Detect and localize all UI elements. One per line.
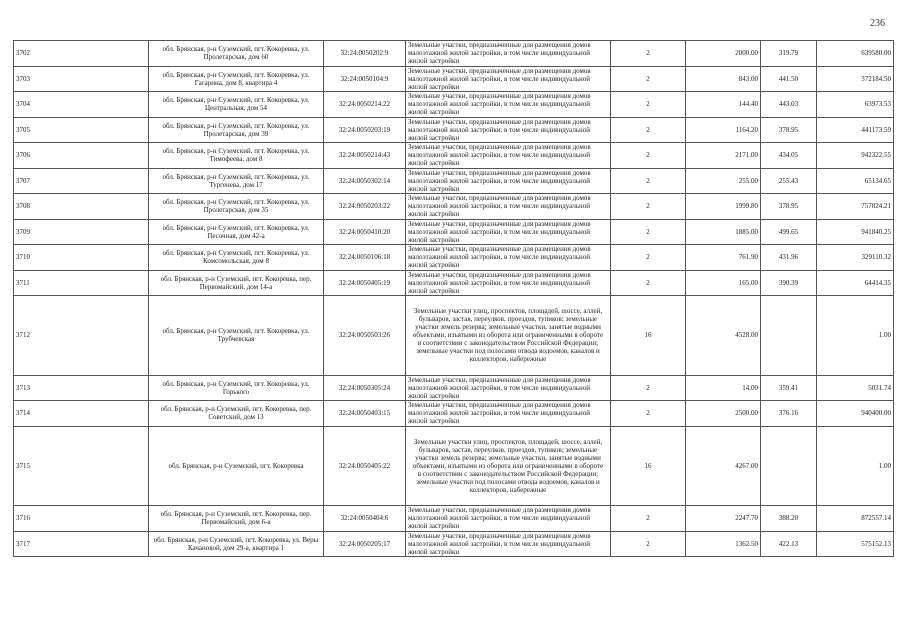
row-number: 3711 [14, 270, 149, 296]
cadastral-value-cell: 5031.74 [817, 375, 894, 401]
specific-value-cell: 443.03 [761, 92, 817, 118]
land-use-cell: Земельные участки, предназначенные для размещения домов малоэтажной жилой застройки, в том числе индивидуальной жилой застройки [406, 531, 611, 557]
address-cell: обл. Брянская, р-н Суземский, пгт. Кокоревка, ул. Пролетарская, дом 60 [149, 41, 324, 67]
table-row [14, 219, 894, 245]
use-code-cell: 2 [611, 245, 686, 271]
address-cell: обл. Брянская, р-н Суземский, пгт. Кокоревка [149, 426, 324, 506]
area-cell: 843.00 [686, 66, 761, 92]
specific-value-cell: 388.20 [761, 506, 817, 532]
use-code-cell: 16 [611, 296, 686, 376]
cadastral-value-cell: 575152.13 [817, 531, 894, 557]
address-cell: обл. Брянская, р-н Суземский, пгт. Кокоревка, ул. Центральная, дом 54 [149, 92, 324, 118]
row-number: 3702 [14, 41, 149, 67]
row-number: 3705 [14, 117, 149, 143]
table-row [14, 92, 894, 118]
land-registry-table [13, 40, 894, 557]
table-row [14, 66, 894, 92]
address-cell: обл. Брянская, р-н Суземский, пгт. Кокоревка, пер. Советский, дом 13 [149, 401, 324, 427]
land-use-cell: Земельные участки улиц, проспектов, площадей, шоссе, аллей, бульваров, застав, переулков, проездов, тупиков; земельные участки земель резерва; земельные участки, занятые водными объектами, изъятыми из оборота или ограниченными в обороте в соответствии с законодательством Российской Федерации; земельные участки под полосами отвода водоемов, каналов и коллекторов, набережные [406, 296, 611, 376]
use-code-cell: 2 [611, 66, 686, 92]
table-row [14, 168, 894, 194]
use-code-cell: 2 [611, 270, 686, 296]
land-use-cell: Земельные участки, предназначенные для размещения домов малоэтажной жилой застройки, в том числе индивидуальной жилой застройки [406, 41, 611, 67]
address-cell: обл. Брянская, р-н Суземский, пгт. Кокоревка, ул. Горького [149, 375, 324, 401]
specific-value-cell: 378.95 [761, 117, 817, 143]
page-number: 236 [870, 18, 885, 29]
cadastral-value-cell: 757824.21 [817, 194, 894, 220]
land-use-cell: Земельные участки, предназначенные для размещения домов малоэтажной жилой застройки, в том числе индивидуальной жилой застройки [406, 506, 611, 532]
row-number: 3706 [14, 143, 149, 169]
land-use-cell: Земельные участки, предназначенные для размещения домов малоэтажной жилой застройки, в том числе индивидуальной жилой застройки [406, 270, 611, 296]
address-cell: обл. Брянская, р-н Суземский, пгт. Кокоревка, ул. Трубчевская [149, 296, 324, 376]
use-code-cell: 2 [611, 219, 686, 245]
area-cell: 4267.00 [686, 426, 761, 506]
table-row [14, 506, 894, 532]
row-number: 3714 [14, 401, 149, 427]
cadastral-number-cell: 32:24:0050106:18 [324, 245, 406, 271]
address-cell: обл. Брянская, р-н Суземский, пгт. Кокоревка, пер. Первомайский, дом 14-а [149, 270, 324, 296]
cadastral-number-cell: 32:24:0050404:6 [324, 506, 406, 532]
cadastral-value-cell: 872557.14 [817, 506, 894, 532]
address-cell: обл. Брянская, р-н Суземский, пгт. Кокоревка, ул. Гагарина, дом 8, квартира 4 [149, 66, 324, 92]
specific-value-cell: 319.79 [761, 41, 817, 67]
use-code-cell: 2 [611, 117, 686, 143]
table-row [14, 296, 894, 376]
use-code-cell: 2 [611, 92, 686, 118]
area-cell: 2247.70 [686, 506, 761, 532]
row-number: 3707 [14, 168, 149, 194]
area-cell: 1999.80 [686, 194, 761, 220]
cadastral-value-cell: 940400.00 [817, 401, 894, 427]
cadastral-value-cell: 639580.00 [817, 41, 894, 67]
cadastral-number-cell: 32:24:0050302:14 [324, 168, 406, 194]
land-use-cell: Земельные участки, предназначенные для размещения домов малоэтажной жилой застройки, в том числе индивидуальной жилой застройки [406, 143, 611, 169]
land-use-cell: Земельные участки, предназначенные для размещения домов малоэтажной жилой застройки, в том числе индивидуальной жилой застройки [406, 168, 611, 194]
table-row [14, 531, 894, 557]
area-cell: 165.00 [686, 270, 761, 296]
cadastral-value-cell: 372184.50 [817, 66, 894, 92]
table-row [14, 41, 894, 67]
row-number: 3717 [14, 531, 149, 557]
land-use-cell: Земельные участки, предназначенные для размещения домов малоэтажной жилой застройки, в том числе индивидуальной жилой застройки [406, 117, 611, 143]
cadastral-value-cell: 1.00 [817, 296, 894, 376]
cadastral-number-cell: 32:24:0050410:20 [324, 219, 406, 245]
cadastral-number-cell: 32:24:0050403:15 [324, 401, 406, 427]
land-use-cell: Земельные участки улиц, проспектов, площадей, шоссе, аллей, бульваров, застав, переулков, проездов, тупиков; земельные участки земель резерва; земельные участки, занятые водными объектами, изъятыми из оборота или ограниченными в обороте в соответствии с законодательством Российской Федерации; земельные участки под полосами отвода водоемов, каналов и коллекторов, набережные [406, 426, 611, 506]
specific-value-cell [761, 296, 817, 376]
address-cell: обл. Брянская, р-н Суземский, пгт. Кокоревка, пер. Первомайский, дом 6-а [149, 506, 324, 532]
cadastral-value-cell: 942322.55 [817, 143, 894, 169]
address-cell: обл. Брянская, р-н Суземский, пгт. Кокоревка, ул. Пролетарская, дом 35 [149, 194, 324, 220]
table-row [14, 401, 894, 427]
table-row [14, 245, 894, 271]
address-cell: обл. Брянская, р-н Суземский, пгт. Кокоревка, ул. Пролетарская, дом 39 [149, 117, 324, 143]
specific-value-cell: 390.39 [761, 270, 817, 296]
row-number: 3704 [14, 92, 149, 118]
cadastral-value-cell: 1.00 [817, 426, 894, 506]
area-cell: 255.00 [686, 168, 761, 194]
cadastral-number-cell: 32:24:0050503:26 [324, 296, 406, 376]
table-row [14, 143, 894, 169]
table-row [14, 426, 894, 506]
area-cell: 761.90 [686, 245, 761, 271]
area-cell: 4528.00 [686, 296, 761, 376]
use-code-cell: 2 [611, 168, 686, 194]
area-cell: 144.40 [686, 92, 761, 118]
area-cell: 1164.20 [686, 117, 761, 143]
use-code-cell: 16 [611, 426, 686, 506]
specific-value-cell: 378.95 [761, 194, 817, 220]
cadastral-number-cell: 32:24:0050405:22 [324, 426, 406, 506]
cadastral-value-cell: 65134.65 [817, 168, 894, 194]
specific-value-cell: 434.05 [761, 143, 817, 169]
use-code-cell: 2 [611, 41, 686, 67]
cadastral-number-cell: 32:24:0050214:22 [324, 92, 406, 118]
address-cell: обл. Брянская, р-н Суземский, пгт. Кокоревка, ул. Комсомольская, дом 8 [149, 245, 324, 271]
cadastral-number-cell: 32:24:0050405:19 [324, 270, 406, 296]
use-code-cell: 2 [611, 506, 686, 532]
specific-value-cell: 431.96 [761, 245, 817, 271]
land-use-cell: Земельные участки, предназначенные для размещения домов малоэтажной жилой застройки, в том числе индивидуальной жилой застройки [406, 245, 611, 271]
cadastral-value-cell: 64414.35 [817, 270, 894, 296]
address-cell: обл. Брянская, р-н Суземский, пгт. Кокоревка, ул. Тимофеева, дом 8 [149, 143, 324, 169]
area-cell: 2000.00 [686, 41, 761, 67]
area-cell: 14.00 [686, 375, 761, 401]
cadastral-value-cell: 63973.53 [817, 92, 894, 118]
land-use-cell: Земельные участки, предназначенные для размещения домов малоэтажной жилой застройки, в том числе индивидуальной жилой застройки [406, 401, 611, 427]
cadastral-number-cell: 32:24:0050203:19 [324, 117, 406, 143]
land-use-cell: Земельные участки, предназначенные для размещения домов малоэтажной жилой застройки, в том числе индивидуальной жилой застройки [406, 375, 611, 401]
area-cell: 2500.00 [686, 401, 761, 427]
table-body [14, 41, 894, 557]
specific-value-cell: 441.50 [761, 66, 817, 92]
cadastral-number-cell: 32:24:0050104:9 [324, 66, 406, 92]
row-number: 3709 [14, 219, 149, 245]
use-code-cell: 2 [611, 401, 686, 427]
cadastral-number-cell: 32:24:0050203:22 [324, 194, 406, 220]
specific-value-cell: 422.13 [761, 531, 817, 557]
row-number: 3712 [14, 296, 149, 376]
land-use-cell: Земельные участки, предназначенные для размещения домов малоэтажной жилой застройки, в том числе индивидуальной жилой застройки [406, 66, 611, 92]
table-row [14, 117, 894, 143]
cadastral-number-cell: 32:24:0050205:17 [324, 531, 406, 557]
specific-value-cell: 359.41 [761, 375, 817, 401]
row-number: 3713 [14, 375, 149, 401]
row-number: 3703 [14, 66, 149, 92]
row-number: 3716 [14, 506, 149, 532]
cadastral-value-cell: 441173.59 [817, 117, 894, 143]
specific-value-cell [761, 426, 817, 506]
specific-value-cell: 499.65 [761, 219, 817, 245]
use-code-cell: 2 [611, 375, 686, 401]
specific-value-cell: 376.16 [761, 401, 817, 427]
land-use-cell: Земельные участки, предназначенные для размещения домов малоэтажной жилой застройки, в том числе индивидуальной жилой застройки [406, 194, 611, 220]
cadastral-number-cell: 32:24:0050305:24 [324, 375, 406, 401]
land-use-cell: Земельные участки, предназначенные для размещения домов малоэтажной жилой застройки, в том числе индивидуальной жилой застройки [406, 219, 611, 245]
cadastral-number-cell: 32:24:0050214:43 [324, 143, 406, 169]
table-row [14, 375, 894, 401]
cadastral-value-cell: 941840.25 [817, 219, 894, 245]
use-code-cell: 2 [611, 531, 686, 557]
specific-value-cell: 255.43 [761, 168, 817, 194]
area-cell: 2171.00 [686, 143, 761, 169]
row-number: 3708 [14, 194, 149, 220]
area-cell: 1362.50 [686, 531, 761, 557]
address-cell: обл. Брянская, р-н Суземский, пгт. Кокоревка, ул. Песочная, дом 42-а [149, 219, 324, 245]
area-cell: 1885.00 [686, 219, 761, 245]
table-row [14, 194, 894, 220]
row-number: 3715 [14, 426, 149, 506]
land-use-cell: Земельные участки, предназначенные для размещения домов малоэтажной жилой застройки, в том числе индивидуальной жилой застройки [406, 92, 611, 118]
table-row [14, 270, 894, 296]
cadastral-number-cell: 32:24:0050202:9 [324, 41, 406, 67]
cadastral-value-cell: 329110.32 [817, 245, 894, 271]
address-cell: обл. Брянская, р-н Суземский, пгт. Кокоревка, ул. Веры Качановой, дом 29-а, квартира 1 [149, 531, 324, 557]
use-code-cell: 2 [611, 194, 686, 220]
row-number: 3710 [14, 245, 149, 271]
use-code-cell: 2 [611, 143, 686, 169]
address-cell: обл. Брянская, р-н Суземский, пгт. Кокоревка, ул. Тургенева, дом 17 [149, 168, 324, 194]
